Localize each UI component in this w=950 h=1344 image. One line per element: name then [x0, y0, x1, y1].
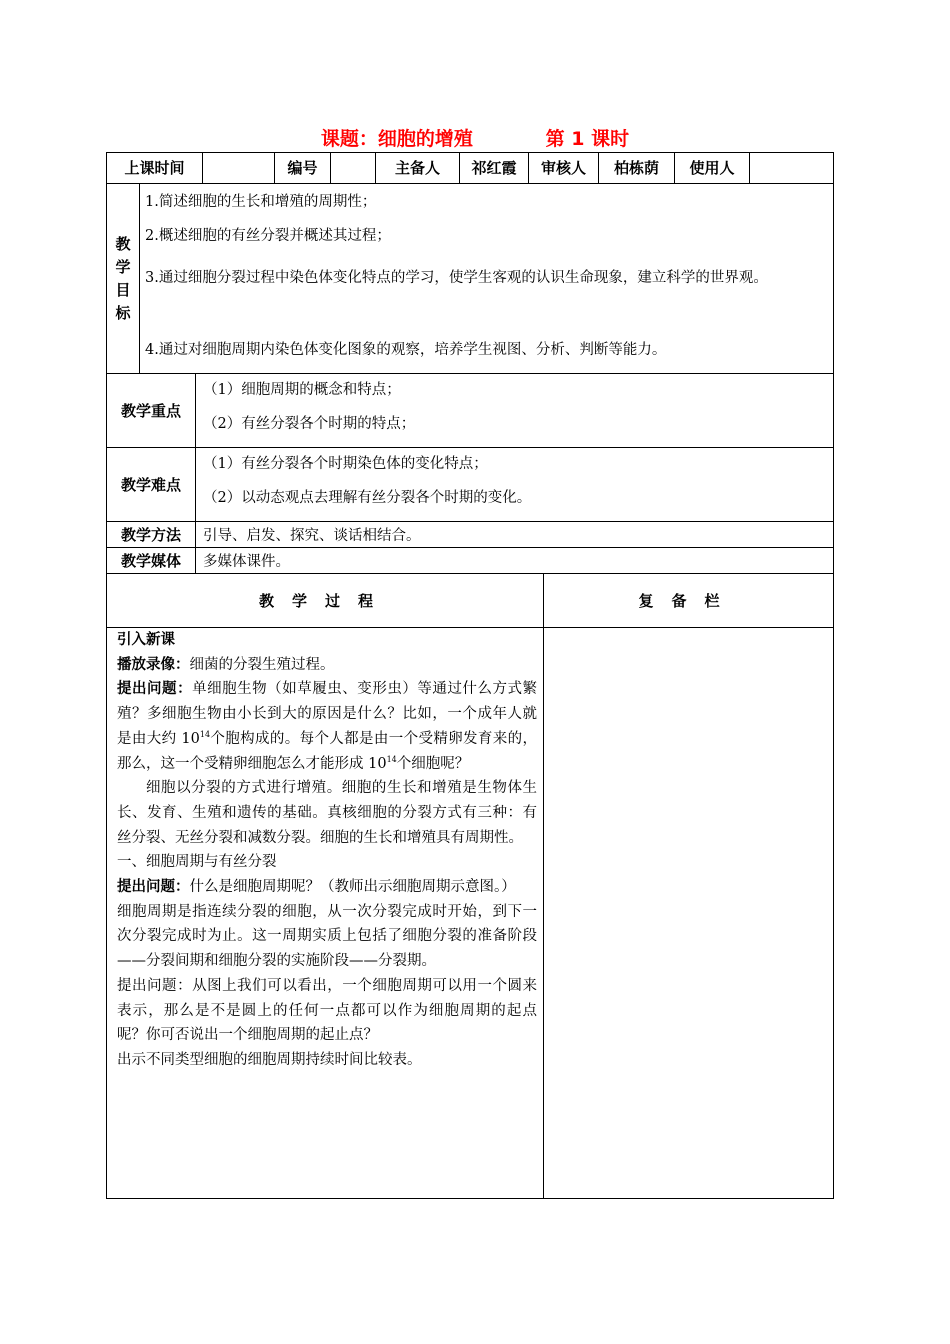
- paragraph1: 细胞以分裂的方式进行增殖。细胞的生长和增殖是生物体生长、发育、生殖和遗传的基础。真核细胞的分裂方式有三种：有丝分裂、无丝分裂和减数分裂。细胞的生长和增殖具有周期性。: [117, 780, 537, 846]
- key-point-item: （2）有丝分裂各个时期的特点；: [203, 416, 416, 432]
- key-points-row: [106, 374, 834, 448]
- media-value: 多媒体课件。: [203, 554, 290, 570]
- header-info-row: [106, 152, 834, 184]
- question1: 提出问题：单细胞生物（如草履虫、变形虫）等通过什么方式繁殖？多细胞生物由小长到大的原因是什么？比如，一个成年人就是由大约 $10^{14}$个胞构成的。每个人都是由一个受精卵发育来的，那么，这一个受精卵细胞怎么才能形成 $10^{14}$个细胞呢？: [117, 681, 538, 772]
- number-label: 编号: [275, 153, 331, 183]
- key-point-item: （1）细胞周期的概念和特点；: [203, 382, 401, 398]
- media-label: 教学媒体: [107, 548, 196, 573]
- reviewer-value: 柏栋荫: [599, 153, 675, 183]
- preparer-label: 主备人: [376, 153, 460, 183]
- preparer-value: 祁红霞: [460, 153, 529, 183]
- objective-item: 1.简述细胞的生长和增殖的周期性；: [145, 194, 377, 210]
- method-label: 教学方法: [107, 522, 196, 547]
- objective-item: 3.通过细胞分裂过程中染色体变化特点的学习，使学生客观的认识生命现象，建立科学的世界观。: [145, 270, 768, 286]
- section1-heading: 一、细胞周期与有丝分裂: [117, 854, 277, 871]
- number-value: [331, 153, 376, 183]
- lesson-title: 课题：细胞的增殖 第 1 课时: [320, 128, 630, 150]
- difficult-points-row: [106, 448, 834, 522]
- user-label: 使用人: [675, 153, 750, 183]
- objective-item: 2.概述细胞的有丝分裂并概述其过程；: [145, 228, 391, 244]
- user-value: [750, 153, 833, 183]
- video-line: 播放录像：细菌的分裂生殖过程。: [117, 656, 335, 673]
- paragraph3: 提出问题：从图上我们可以看出，一个细胞周期可以用一个圆来表示，那么是不是圆上的任何一点都可以作为细胞周期的起点呢？你可否说出一个细胞周期的起止点？: [117, 977, 537, 1044]
- process-header: 教学过程: [258, 592, 391, 610]
- intro-title: 引入新课: [117, 632, 175, 648]
- difficult-point-item: （2）以动态观点去理解有丝分裂各个时期的变化。: [203, 490, 532, 506]
- difficult-points-label: 教学难点: [107, 448, 196, 521]
- objectives-label: 教 学 目 标: [107, 184, 140, 373]
- process-body-row: [106, 628, 834, 1199]
- process-text: [117, 628, 537, 1073]
- review-column[interactable]: [543, 628, 833, 1198]
- paragraph2: 细胞周期是指连续分裂的细胞，从一次分裂完成时开始，到下一次分裂完成时为止。这一周期实质上包括了细胞分裂的准备阶段——分裂间期和细胞分裂的实施阶段——分裂期。: [117, 903, 537, 970]
- objectives-row: [106, 184, 834, 374]
- key-points-label: 教学重点: [107, 374, 196, 447]
- review-header: 复备栏: [638, 592, 738, 610]
- media-row: [106, 548, 834, 574]
- paragraph4: 出示不同类型细胞的细胞周期持续时间比较表。: [117, 1051, 422, 1068]
- method-row: [106, 522, 834, 548]
- difficult-point-item: （1）有丝分裂各个时期染色体的变化特点；: [203, 456, 488, 472]
- objective-item: 4.通过对细胞周期内染色体变化图象的观察，培养学生视图、分析、判断等能力。: [145, 342, 667, 358]
- process-column: [107, 628, 544, 1198]
- section-header-row: [106, 574, 834, 628]
- method-value: 引导、启发、探究、谈话相结合。: [203, 528, 421, 544]
- question2: 提出问题：什么是细胞周期呢？（教师出示细胞周期示意图。）: [117, 879, 516, 896]
- date-label: 上课时间: [107, 153, 203, 183]
- date-value: [203, 153, 275, 183]
- reviewer-label: 审核人: [529, 153, 599, 183]
